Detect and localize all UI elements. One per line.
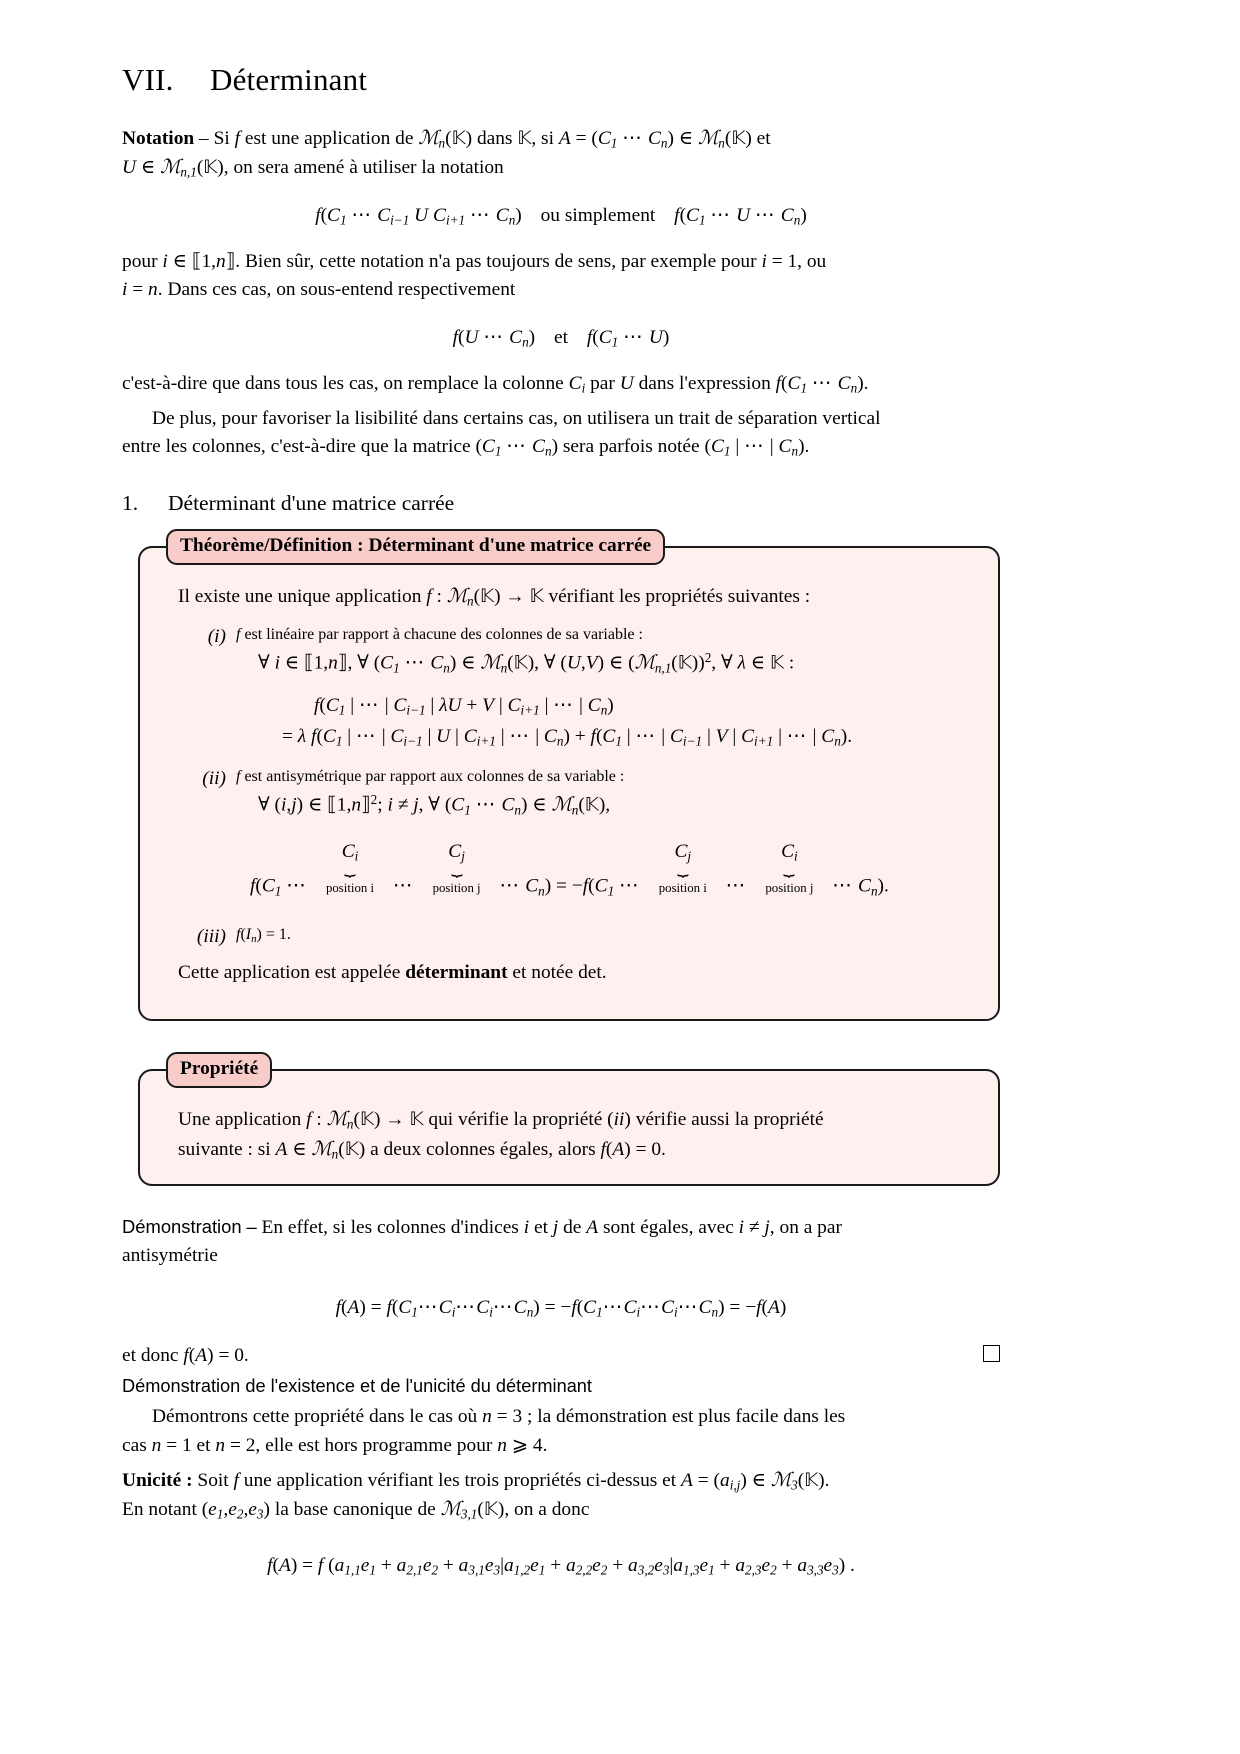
proof-1-label: Démonstration [122,1215,242,1237]
subsection-title [122,491,1000,516]
proof-2-paragraph: Démontrons cette propriété dans le cas où n = 3 ; la démonstration est plus facile dans les cas n = 1 et n = 2, elle est hors programme pour n ⩾ 4. [122,1406,846,1456]
proof-1-conclusion: et donc f(A) = 0. [122,1342,1000,1370]
unicite-text-f: , on a donc [504,1499,590,1521]
notation-text-15: sera parfois notée [562,435,700,457]
underbrace-label-position-j-2: position j [765,880,814,895]
notation-paragraph-2: pour i ∈ ⟦1,n⟧. Bien sûr, cette notation n'a pas toujours de sens, par exemple pour i = 1, ou i = n. Dans ces cas, on sous-entend respectivement [122,251,827,301]
notation-text-2: est une application de [244,128,414,149]
proof-2-text-c: cas [122,1434,147,1456]
proof-1-closing-b: = 0. [218,1344,249,1366]
notation-eq-sign: = [575,128,587,149]
theorem-item-ii-equation: $f(C_1$ ⋯ $C_i$ ⏟ position i ⋯ $C_j$ ⏟ position j ⋯ $C_n) = -f(C_1$ ⋯ $C_j$ ⏟ position i ⋯ $C_i$ ⏟ position j ⋯ $C_n$). [250,836,972,902]
section-number: VII. [122,62,174,97]
underbrace-ci-left: $C_i$ ⏟ position i [326,836,374,898]
unicite-text-a: Soit [197,1469,229,1491]
proof-2-text-a: Démontrons cette propriété dans le cas où [152,1406,478,1428]
theorem-intro-b: vérifiant les propriétés suivantes : [548,586,811,608]
theorem-properties-list [178,626,972,945]
page-content [122,62,1000,1598]
underbrace-cj-left: $C_j$ ⏟ position j [433,836,481,898]
notation-text-5: et [756,128,771,149]
unicite-text-b: une application vérifiant les trois propriétés ci-dessus et [243,1469,677,1491]
theorem-closing-bold: déterminant [405,961,508,983]
theorem-item-i-text: est linéaire par rapport à chacune des colonnes de sa variable : [244,625,643,643]
subsection-title-text: Déterminant d'une matrice carrée [168,491,455,516]
theorem-intro: Il existe une unique application f : ℳ$_n$(𝕂) → 𝕂 vérifiant les propriétés suivantes : [178,584,811,609]
theorem-definition-box [138,535,1000,1021]
qed-square [983,1345,1000,1362]
property-text-d: suivante : si [178,1138,271,1160]
unicite-text-e: la base canonique de [274,1499,436,1521]
subsection-number: 1. [122,491,139,516]
proof-2-text-f: ⩾ 4. [511,1434,548,1456]
section-title-text: Déterminant [210,62,368,97]
notation-text-6: , on sera amené à utiliser la notation [223,157,504,179]
theorem-item-ii-quantifiers: ∀ (i,j) ∈ ⟦1,n⟧$^2$; i ≠ j, ∀ ($C_1$ ⋯ $C_n$) ∈ ℳ$_n$(𝕂), [258,791,611,818]
unicite-text-c: = [697,1469,709,1491]
theorem-item-i: (i) f est linéaire par rapport à chacune des colonnes de sa variable : ∀ i ∈ ⟦1,n⟧, ∀ ($C_1$ ⋯ $C_n$) ∈ ℳ$_n$(𝕂), ∀ (U,V) ∈ (ℳ$_{n,1}$(𝕂))$^2$, ∀ λ ∈ 𝕂 : $f(C_1$ | ⋯ | $C_{i-1}$ | λU + V | $C_{i+1}$ | ⋯ | $C_n$) = λ $f(C_1$ | ⋯ | $C_{i-1}$ | U | $C_{i+1}$ | ⋯ | $C_n) + f(C_1$ | ⋯ | $C_{i-1}$ | V | $C_{i+1}$ | ⋯ | $C_n$). [178,626,972,752]
underbrace-label-position-i-2: position i [658,880,707,895]
theorem-item-i-marker: (i) [207,625,226,647]
notation-paragraph-4: De plus, pour favoriser la lisibilité dans certains cas, on utilisera un trait de séparation vertical entre les colonnes, c'est-à-dire que la matrice ($C_1$ ⋯ $C_n$) sera parfois notée ($C_1$ | ⋯ | $C_n$). [122,407,881,459]
proof-1-paragraph: Démonstration – En effet, si les colonnes d'indices i et j de A sont égales, avec i ≠ j, on a par antisymétrie [122,1215,842,1267]
equation-notation-2: f(U ⋯ $C_n$) et $f(C_1$ ⋯ U) [452,326,670,350]
theorem-closing-a: Cette application est appelée [178,961,401,983]
property-box-tag: Propriété [166,1052,272,1088]
unicite-label: Unicité : [122,1469,193,1491]
notation-text-9: Dans ces cas, on sous-entend respectivement [167,279,516,301]
property-text-c: vérifie aussi la propriété [635,1109,824,1131]
proof-2-heading: Démonstration de l'existence et de l'unicité du déterminant [122,1376,592,1397]
property-text-e: a deux colonnes égales, alors [370,1138,596,1160]
proof-1-text-a: En effet, si les colonnes d'indices [261,1216,519,1238]
theorem-closing-b: et notée det. [512,961,607,983]
notation-text-4: , si [531,128,554,149]
notation-text-12: dans l'expression [638,373,771,395]
property-text-f: = 0. [635,1138,666,1160]
theorem-box-tag: Théorème/Définition : Déterminant d'une matrice carrée [166,529,665,565]
page-title [122,62,1000,98]
underbrace-label-position-j: position j [432,880,481,895]
notation-text-3: dans [476,128,513,149]
proof-1-text-e: , on a par [769,1216,842,1238]
proof-1-dash: – [246,1215,257,1237]
theorem-item-i-quantifiers: ∀ i ∈ ⟦1,n⟧, ∀ ($C_1$ ⋯ $C_n$) ∈ ℳ$_n$(𝕂), ∀ (U,V) ∈ (ℳ$_{n,1}$(𝕂))$^2$, ∀ λ ∈ 𝕂 : [258,649,795,675]
equation-notation-1: $f(C_1$ ⋯ $C_{i-1}$ U $C_{i+1}$ ⋯ $C_n$) ou simplement $f(C_1$ ⋯ U ⋯ $C_n$) [315,204,807,228]
equation-connector: ou simplement [540,204,656,226]
proof-1-text-f: antisymétrie [122,1245,218,1267]
proof-1-text-d: sont égales, avec [602,1216,734,1238]
notation-text-14: entre les colonnes, c'est-à-dire que la matrice [122,435,471,457]
notation-label: Notation [122,128,195,149]
notation-text-10: c'est-à-dire que dans tous les cas, on remplace la colonne [122,373,564,395]
underbrace-cj-right: $C_j$ ⏟ position i [659,836,707,898]
property-text: Une application f : ℳ$_n$(𝕂) → 𝕂 qui vérifie la propriété (ii) vérifie aussi la propriété suivante : si A ∈ ℳ$_n$(𝕂) a deux colonnes égales, alors f(A) = 0. [178,1107,824,1162]
unicite-text-d: En notant [122,1499,197,1521]
notation-text-7: pour [122,251,158,273]
equation-connector-2: et [553,326,568,348]
theorem-intro-a: Il existe une unique application [178,586,422,608]
unicite-paragraph: Unicité : Soit f une application vérifiant les trois propriétés ci-dessus et $A = (a_{i,j})$ ∈ ℳ$_3$(𝕂). En notant $(e_1,e_2,e_3)$ la base canonique de ℳ$_{3,1}$(𝕂), on a donc [122,1467,830,1522]
proof-2-text-e: = 2, elle est hors programme pour [229,1434,493,1456]
proof-1-text-b: et [533,1216,548,1238]
theorem-item-iii: (iii) $f(I_n) = 1$. [178,926,972,945]
proof-1-equation: $f(A) = f(C_1\cdots C_i\cdots C_i\cdots C_n)$ = $-f(C_1\cdots C_i\cdots C_i\cdots C_n) = -f(A)$ [335,1296,787,1320]
notation-dash: – [199,128,209,149]
notation-paragraph: Notation – Si f est une application de ℳ$_n$(𝕂) dans 𝕂, si $A = (C_1$ ⋯ $C_n$) ∈ ℳ$_n$(𝕂) et U ∈ ℳ$_{n,1}$(𝕂), on sera amené à utiliser la notation [122,126,771,181]
notation-text-8: Bien sûr, cette notation n'a pas toujours de sens, par exemple pour [245,251,757,273]
unicite-equation: f(A) = f $(a_{1,1}e_1 + a_{2,1}e_2 + a_{3,1}e_3|a_{1,2}e_1 + a_{2,2}e_2 + a_{3,2}e_3|a_{1,3}e_1 + a_{2,3}e_2 + a_{3,3}e_3)$ . [267,1554,855,1578]
brace-glyph: ⏟ [676,860,689,878]
property-box [138,1058,1000,1186]
notation-paragraph-3: c'est-à-dire que dans tous les cas, on remplace la colonne $C_i$ par U dans l'expression $f(C_1$ ⋯ $C_n$). [122,373,869,396]
theorem-closing [178,959,972,987]
theorem-box-body [166,582,972,987]
proof-1-text-c: de [563,1216,582,1238]
brace-glyph: ⏟ [344,860,356,878]
property-box-body [166,1105,972,1164]
brace-glyph: ⏟ [783,860,796,878]
proof-1-closing-a: et donc [122,1344,179,1366]
theorem-item-i-equation: $f(C_1$ | ⋯ | $C_{i-1}$ | λU + V | $C_{i+1}$ | ⋯ | $C_n$) = λ $f(C_1$ | ⋯ | $C_{i-1}$ | U | $C_{i+1}$ | ⋯ | $C_n) + f(C_1$ | ⋯ | $C_{i-1}$ | V | $C_{i+1}$ | ⋯ | $C_n$). [282,694,853,749]
underbrace-ci-right: $C_i$ ⏟ position j [765,836,813,898]
proof-2-text-b: = 3 ; la démonstration est plus facile dans les [496,1406,846,1428]
property-text-a: Une application [178,1109,302,1131]
underbrace-label-position-i: position i [326,880,374,895]
notation-text-1: Si [213,128,230,149]
property-text-b: qui vérifie la propriété [428,1109,603,1131]
theorem-item-iii-text: = 1. [265,925,291,943]
theorem-item-iii-marker: (iii) [196,925,226,947]
proof-2-text-d: = 1 et [166,1434,211,1456]
notation-text-11: par [590,373,615,395]
brace-glyph: ⏟ [450,860,463,878]
theorem-item-ii-marker: (ii) [202,767,226,789]
theorem-item-ii: (ii) f est antisymétrique par rapport aux colonnes de sa variable : ∀ (i,j) ∈ ⟦1,n⟧$^2$; i ≠ j, ∀ ($C_1$ ⋯ $C_n$) ∈ ℳ$_n$(𝕂), $f(C_1$ ⋯ $C_i$ ⏟ position i ⋯ $C_j$ ⏟ position j ⋯ $C_n) = -f(C_1$ ⋯ $C_j$ ⏟ position i ⋯ $C_i$ ⏟ position j ⋯ $C_n$). [178,768,972,902]
theorem-item-ii-text: est antisymétrique par rapport aux colonnes de sa variable : [244,767,625,785]
notation-text-13: De plus, pour favoriser la lisibilité dans certains cas, on utilisera un trait de séparation vertical [152,407,881,429]
